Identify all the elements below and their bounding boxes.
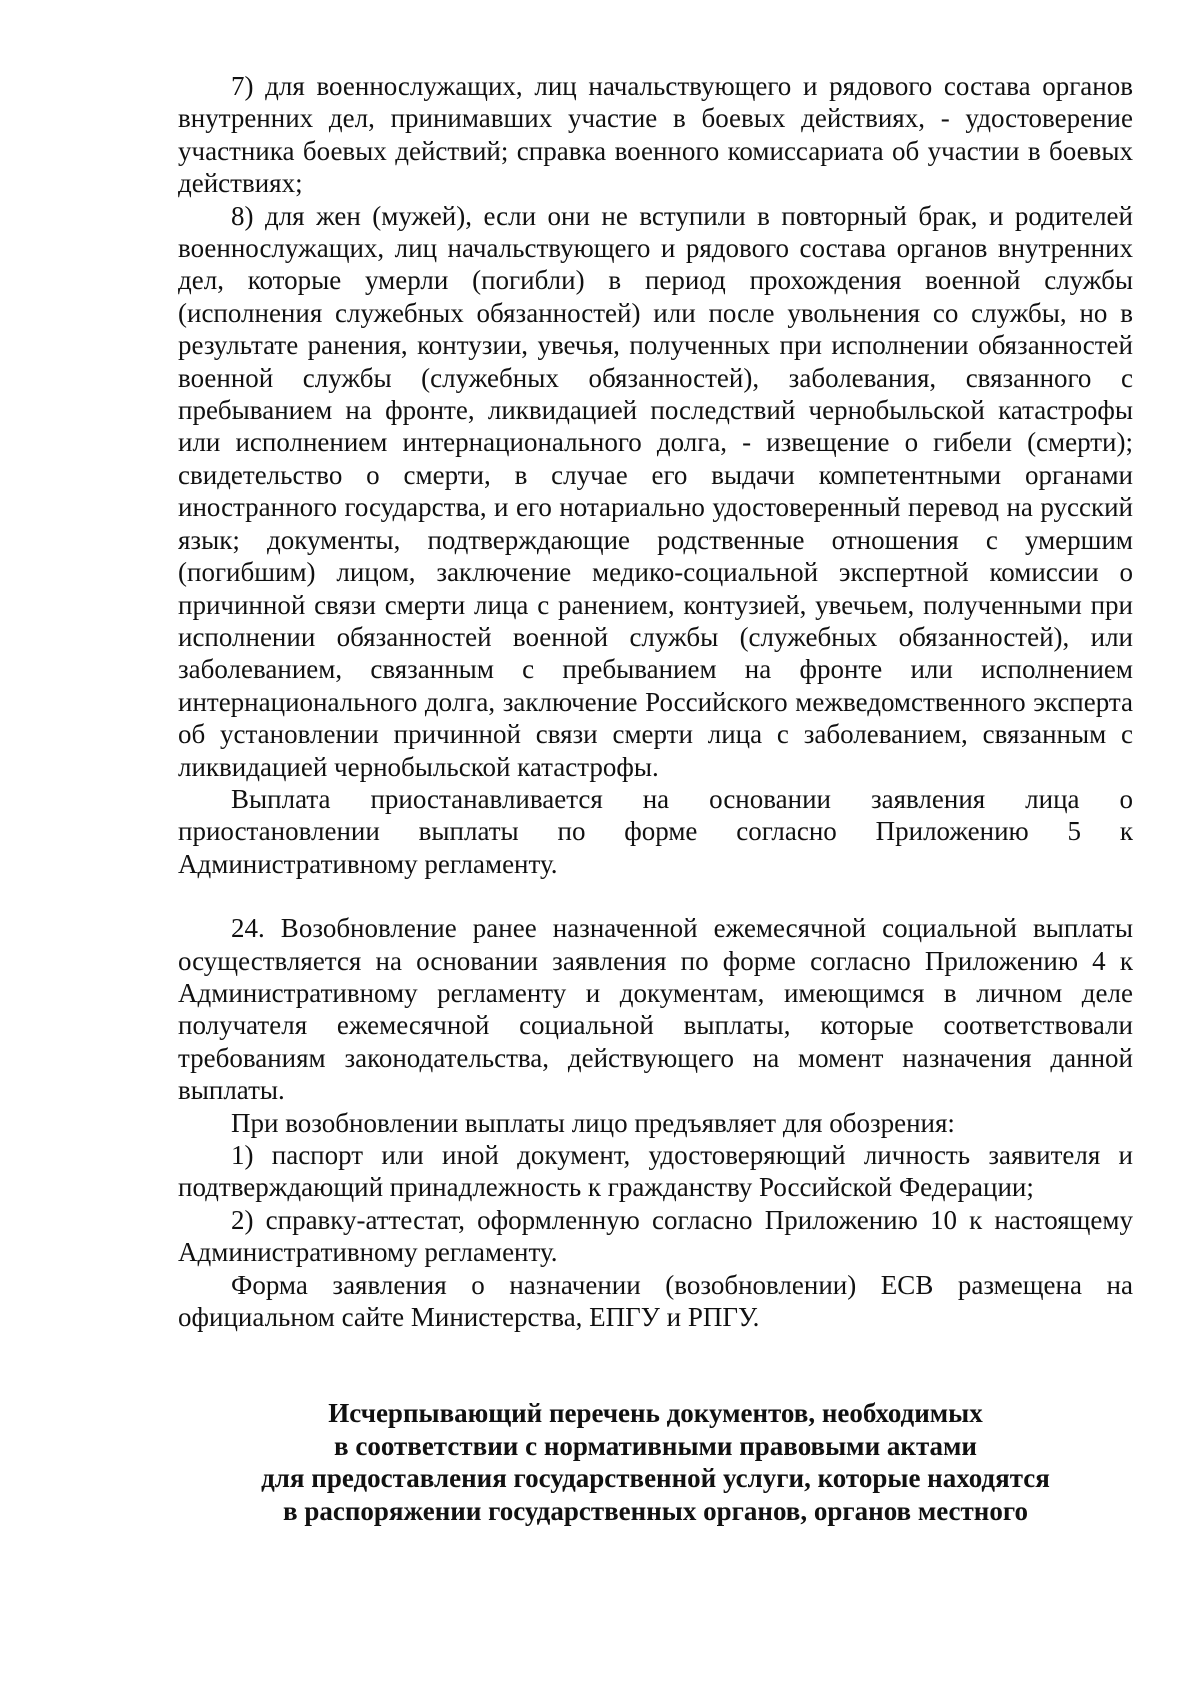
- heading-line: для предоставления государственной услуги, которые находятся: [261, 1463, 1050, 1494]
- paragraph-resume-documents: При возобновлении выплаты лицо предъявляет для обозрения:: [231, 1107, 955, 1138]
- heading-line: в соответствии с нормативными правовыми актами: [334, 1430, 977, 1461]
- paragraph-certificate: 2) справку-аттестат, оформленную согласно Приложению 10 к настоящему Административному регламенту.: [178, 1204, 1133, 1268]
- paragraph-item-7: 7) для военнослужащих, лиц начальствующего и рядового состава органов внутренних дел, принимавших участие в боевых действиях, - удостоверение участника боевых действий; справка военного комиссариата об участии в боевых действиях;: [178, 71, 1133, 199]
- spacer: [178, 880, 1133, 912]
- paragraph-item-8: 8) для жен (мужей), если они не вступили в повторный брак, и родителей военнослужащих, лиц начальствующего и рядового состава органов внутренних дел, которые умерли (погибли) в период прохождения военной службы (исполнения служебных обязанностей) или после увольнения со службы, но в результате ранения, контузии, увечья, полученных при исполнении обязанностей военной службы (служебных обязанностей), заболевания, связанного с пребыванием на фронте, ликвидацией последствий чернобыльской катастрофы или исполнением интернационального долга, - извещение о гибели (смерти); свидетельство о смерти, в случае его выдачи компетентными органами иностранного государства, и его нотариально удостоверенный перевод на русский язык; документы, подтверждающие родственные отношения с умершим (погибшим) лицом, заключение медико-социальной экспертной комиссии о причинной связи смерти лица с ранением, контузией, увечьем, полученными при исполнении обязанностей военной службы (служебных обязанностей), или заболеванием, связанным с пребыванием на фронте или исполнением интернационального долга, заключение Российского межведомственного эксперта об установлении причинной связи смерти лица с заболеванием, связанным с ликвидацией чернобыльской катастрофы.: [178, 200, 1133, 782]
- paragraph-passport: 1) паспорт или иной документ, удостоверяющий личность заявителя и подтверждающий принадлежность к гражданству Российской Федерации;: [178, 1140, 1133, 1203]
- heading-line: в распоряжении государственных органов, органов местного: [283, 1495, 1028, 1526]
- paragraph-form-location: Форма заявления о назначении (возобновлении) ЕСВ размещена на официальном сайте Министерства, ЕПГУ и РПГУ.: [178, 1269, 1133, 1333]
- document-body: [178, 70, 1133, 1527]
- spacer: [178, 1333, 1133, 1397]
- heading-line: Исчерпывающий перечень документов, необходимых: [328, 1398, 983, 1429]
- paragraph-section-24: 24. Возобновление ранее назначенной ежемесячной социальной выплаты осуществляется на основании заявления по форме согласно Приложению 4 к Административному регламенту и документам, имеющимся в личном деле получателя ежемесячной социальной выплаты, которые соответствовали требованиям законодательства, действующего на момент назначения данной выплаты.: [178, 913, 1133, 1106]
- paragraph-suspension: Выплата приостанавливается на основании заявления лица о приостановлении выплаты по форме согласно Приложению 5 к Административному регламенту.: [178, 783, 1133, 879]
- section-heading: [178, 1397, 1133, 1527]
